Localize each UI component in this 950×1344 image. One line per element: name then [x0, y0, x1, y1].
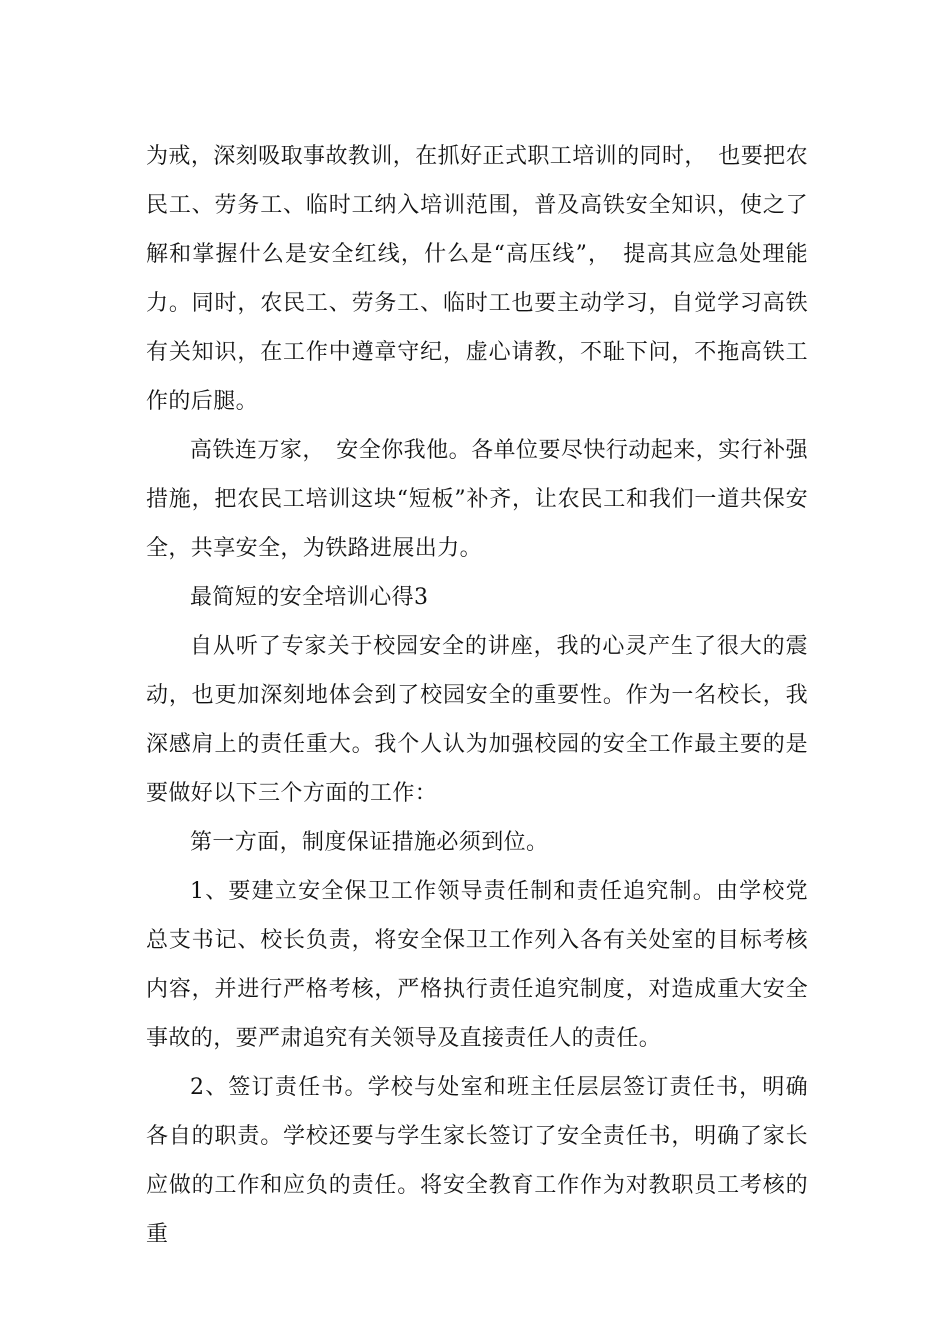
paragraph-item-1: 1、要建立安全保卫工作领导责任制和责任追究制。由学校党总支书记、校长负责，将安全保卫工作列入各有关处室的目标考核内容，并进行严格考核，严格执行责任追究制度，对造成重大安全事故的，要严肃追究有关领导及直接责任人的责任。	[146, 879, 808, 1051]
paragraph-first-aspect: 第一方面，制度保证措施必须到位。	[190, 830, 549, 855]
paragraph-intro: 自从听了专家关于校园安全的讲座，我的心灵产生了很大的震动，也更加深刻地体会到了校园安全的重要性。作为一名校长，我深感肩上的责任重大。我个人认为加强校园的安全工作最主要的是要做好以下三个方面的工作：	[146, 634, 808, 806]
paragraph-high-speed-rail: 高铁连万家， 安全你我他。各单位要尽快行动起来，实行补强措施，把农民工培训这块“短板”补齐，让农民工和我们一道共保安全，共享安全，为铁路进展出力。	[146, 438, 808, 561]
section-heading: 最简短的安全培训心得3	[190, 585, 429, 610]
paragraph-item-2: 2、签订责任书。学校与处室和班主任层层签订责任书，明确各自的职责。学校还要与学生家长签订了安全责任书，明确了家长应做的工作和应负的责任。将安全教育工作作为对教职员工考核的重	[146, 1075, 808, 1247]
paragraph-continuation: 为戒，深刻吸取事故教训，在抓好正式职工培训的同时， 也要把农民工、劳务工、临时工纳入培训范围，普及高铁安全知识，使之了解和掌握什么是安全红线，什么是“高压线”， 提高其应急处理能力。同时，农民工、劳务工、临时工也要主动学习，自觉学习高铁有关知识，在工作中遵章守纪，虚心请教，不耻下问，不拖高铁工作的后腿。	[146, 144, 808, 414]
document-body	[146, 132, 808, 1259]
